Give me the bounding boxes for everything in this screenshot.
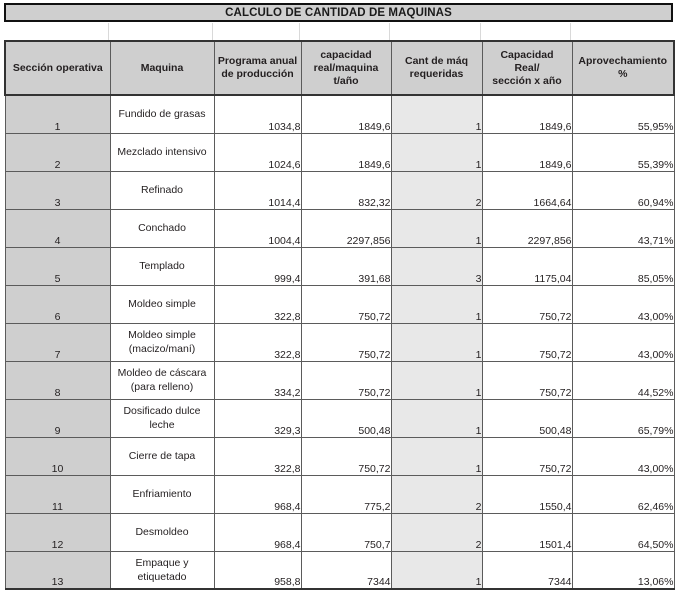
column-header-capacidad-maquina: capacidad real/maquina t/año xyxy=(301,41,391,95)
cell-programa_anual: 968,4 xyxy=(214,513,301,551)
cell-maquina: Empaque y etiquetado xyxy=(110,551,214,589)
cell-capacidad_seccion: 7344 xyxy=(482,551,572,589)
cell-capacidad_maquina: 750,72 xyxy=(301,361,391,399)
cell-cant_maq: 1 xyxy=(391,437,482,475)
column-header-capacidad-seccion: Capacidad Real/ sección x año xyxy=(482,41,572,95)
cell-aprovechamiento: 55,95% xyxy=(572,95,674,133)
cell-capacidad_seccion: 750,72 xyxy=(482,361,572,399)
cell-capacidad_maquina: 2297,856 xyxy=(301,209,391,247)
cell-programa_anual: 322,8 xyxy=(214,437,301,475)
cell-capacidad_maquina: 500,48 xyxy=(301,399,391,437)
cell-aprovechamiento: 64,50% xyxy=(572,513,674,551)
cell-aprovechamiento: 13,06% xyxy=(572,551,674,589)
machine-quantity-table xyxy=(4,40,675,590)
cell-programa_anual: 334,2 xyxy=(214,361,301,399)
cell-maquina: Enfriamiento xyxy=(110,475,214,513)
cell-seccion: 9 xyxy=(5,399,110,437)
cell-seccion: 5 xyxy=(5,247,110,285)
table-row xyxy=(5,247,674,285)
cell-capacidad_maquina: 391,68 xyxy=(301,247,391,285)
cell-maquina: Moldeo de cáscara (para relleno) xyxy=(110,361,214,399)
spacer-cell-5 xyxy=(390,23,481,40)
spacer-cell-2 xyxy=(109,23,213,40)
cell-capacidad_maquina: 1849,6 xyxy=(301,133,391,171)
cell-programa_anual: 958,8 xyxy=(214,551,301,589)
cell-maquina: Mezclado intensivo xyxy=(110,133,214,171)
cell-cant_maq: 1 xyxy=(391,361,482,399)
cell-capacidad_seccion: 2297,856 xyxy=(482,209,572,247)
cell-aprovechamiento: 85,05% xyxy=(572,247,674,285)
spacer-cell-7 xyxy=(571,23,673,40)
cell-capacidad_maquina: 750,72 xyxy=(301,323,391,361)
cell-maquina: Desmoldeo xyxy=(110,513,214,551)
cell-cant_maq: 1 xyxy=(391,551,482,589)
column-header-programa-anual: Programa anual de producción xyxy=(214,41,301,95)
cell-aprovechamiento: 43,00% xyxy=(572,437,674,475)
cell-capacidad_maquina: 750,72 xyxy=(301,437,391,475)
table-row xyxy=(5,513,674,551)
table-row xyxy=(5,361,674,399)
cell-maquina: Templado xyxy=(110,247,214,285)
cell-capacidad_seccion: 750,72 xyxy=(482,437,572,475)
cell-programa_anual: 322,8 xyxy=(214,285,301,323)
cell-capacidad_maquina: 1849,6 xyxy=(301,95,391,133)
cell-capacidad_maquina: 7344 xyxy=(301,551,391,589)
cell-maquina: Moldeo simple xyxy=(110,285,214,323)
table-header-row xyxy=(5,41,674,95)
table-row xyxy=(5,95,674,133)
cell-seccion: 11 xyxy=(5,475,110,513)
cell-seccion: 3 xyxy=(5,171,110,209)
cell-programa_anual: 1014,4 xyxy=(214,171,301,209)
table-row xyxy=(5,133,674,171)
cell-cant_maq: 2 xyxy=(391,171,482,209)
cell-seccion: 6 xyxy=(5,285,110,323)
table-row xyxy=(5,551,674,589)
cell-seccion: 10 xyxy=(5,437,110,475)
table-row xyxy=(5,323,674,361)
cell-maquina: Fundido de grasas xyxy=(110,95,214,133)
spacer-cell-3 xyxy=(213,23,300,40)
cell-aprovechamiento: 60,94% xyxy=(572,171,674,209)
table-row xyxy=(5,437,674,475)
column-header-aprovechamiento: Aprovechamiento % xyxy=(572,41,674,95)
cell-capacidad_maquina: 775,2 xyxy=(301,475,391,513)
cell-aprovechamiento: 65,79% xyxy=(572,399,674,437)
cell-capacidad_seccion: 1664,64 xyxy=(482,171,572,209)
cell-cant_maq: 1 xyxy=(391,209,482,247)
cell-aprovechamiento: 62,46% xyxy=(572,475,674,513)
cell-aprovechamiento: 44,52% xyxy=(572,361,674,399)
table-row xyxy=(5,475,674,513)
cell-maquina: Moldeo simple (macizo/maní) xyxy=(110,323,214,361)
cell-capacidad_seccion: 1175,04 xyxy=(482,247,572,285)
cell-cant_maq: 1 xyxy=(391,323,482,361)
cell-maquina: Conchado xyxy=(110,209,214,247)
cell-cant_maq: 2 xyxy=(391,513,482,551)
cell-programa_anual: 1004,4 xyxy=(214,209,301,247)
cell-aprovechamiento: 43,00% xyxy=(572,285,674,323)
table-row xyxy=(5,399,674,437)
cell-maquina: Cierre de tapa xyxy=(110,437,214,475)
cell-seccion: 8 xyxy=(5,361,110,399)
cell-aprovechamiento: 43,71% xyxy=(572,209,674,247)
spacer-row xyxy=(4,23,673,40)
spacer-cell-4 xyxy=(300,23,390,40)
table-row xyxy=(5,171,674,209)
cell-programa_anual: 329,3 xyxy=(214,399,301,437)
cell-capacidad_seccion: 1550,4 xyxy=(482,475,572,513)
cell-capacidad_seccion: 1849,6 xyxy=(482,133,572,171)
cell-aprovechamiento: 55,39% xyxy=(572,133,674,171)
cell-seccion: 1 xyxy=(5,95,110,133)
cell-aprovechamiento: 43,00% xyxy=(572,323,674,361)
cell-cant_maq: 1 xyxy=(391,95,482,133)
cell-cant_maq: 1 xyxy=(391,399,482,437)
table-row xyxy=(5,209,674,247)
cell-capacidad_maquina: 832,32 xyxy=(301,171,391,209)
cell-capacidad_seccion: 1501,4 xyxy=(482,513,572,551)
cell-cant_maq: 1 xyxy=(391,133,482,171)
cell-seccion: 12 xyxy=(5,513,110,551)
table-body xyxy=(5,95,674,589)
cell-seccion: 4 xyxy=(5,209,110,247)
cell-cant_maq: 2 xyxy=(391,475,482,513)
column-header-cant-maq: Cant de máq requeridas xyxy=(391,41,482,95)
cell-seccion: 2 xyxy=(5,133,110,171)
cell-cant_maq: 3 xyxy=(391,247,482,285)
cell-programa_anual: 999,4 xyxy=(214,247,301,285)
sheet-title-bar xyxy=(4,3,673,22)
table-row xyxy=(5,285,674,323)
cell-programa_anual: 1034,8 xyxy=(214,95,301,133)
column-header-seccion-operativa: Sección operativa xyxy=(5,41,110,95)
cell-capacidad_seccion: 750,72 xyxy=(482,285,572,323)
cell-programa_anual: 968,4 xyxy=(214,475,301,513)
cell-cant_maq: 1 xyxy=(391,285,482,323)
cell-programa_anual: 1024,6 xyxy=(214,133,301,171)
cell-capacidad_seccion: 1849,6 xyxy=(482,95,572,133)
spacer-cell-6 xyxy=(481,23,571,40)
spacer-cell-1 xyxy=(4,23,109,40)
column-header-maquina: Maquina xyxy=(110,41,214,95)
cell-seccion: 7 xyxy=(5,323,110,361)
cell-capacidad_maquina: 750,7 xyxy=(301,513,391,551)
cell-seccion: 13 xyxy=(5,551,110,589)
cell-capacidad_seccion: 500,48 xyxy=(482,399,572,437)
cell-maquina: Refinado xyxy=(110,171,214,209)
cell-capacidad_seccion: 750,72 xyxy=(482,323,572,361)
cell-programa_anual: 322,8 xyxy=(214,323,301,361)
cell-maquina: Dosificado dulce leche xyxy=(110,399,214,437)
page-title: CALCULO DE CANTIDAD DE MAQUINAS xyxy=(225,6,452,19)
cell-capacidad_maquina: 750,72 xyxy=(301,285,391,323)
